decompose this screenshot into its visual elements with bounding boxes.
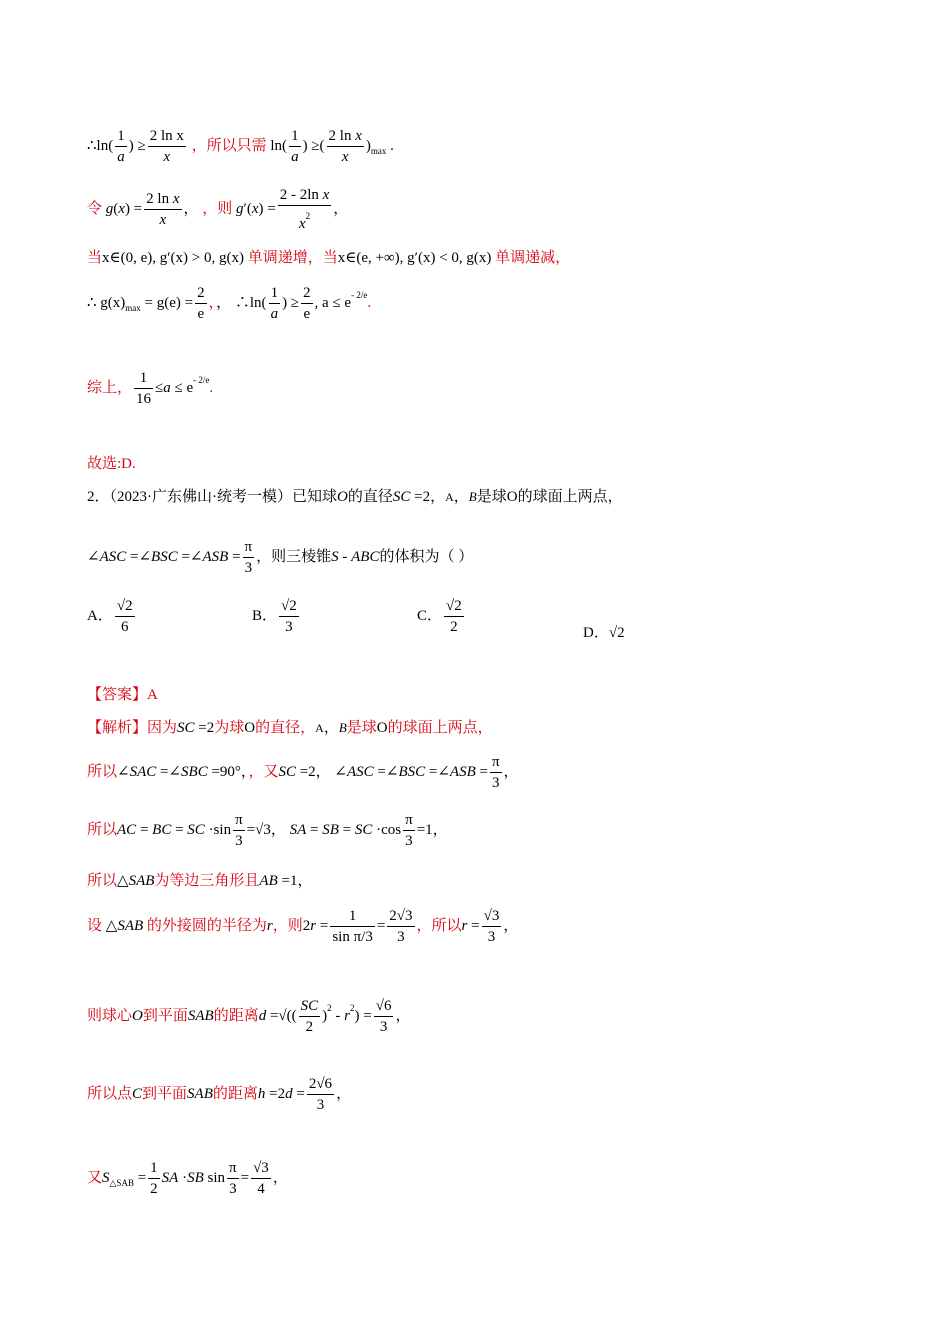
analysis-line-4: 所以△SAB为等边三角形且AB =1， [87, 873, 313, 889]
solution-line-5: 综上， $\frac{1}{16}$ $\le a \le e^{- 2/e}$. [87, 370, 214, 407]
option-c[interactable]: C． $\frac{√2}{2}$ [417, 598, 462, 635]
question-2-line-2: ∠ASC =∠BSC =∠ASB = $\frac{\pi}{3}$ ，则三棱锥S - ABC的体积为（ ） [87, 539, 474, 576]
analysis-line-6: 则球心O到平面SAB的距离d =√(( $\frac{SC}{2}$ )$^2 - r^2$) = $\frac{√6}{3}$ ， [87, 998, 411, 1035]
analysis-line-8: 又$S_{\triangle SAB}$ = $\frac{1}{2}$ SA ·SB sin $\frac{\pi}{3}$ = $\frac{√3}{4}$ ， [87, 1160, 288, 1197]
solution-line-3: 当x∈(0, e), g′(x) > 0, g(x) 单调递增，当x∈(e, +∞), g′(x) < 0, g(x) 单调递减， [87, 250, 571, 266]
solution-line-4: ∴ $g(x)_{max} = g(e)$ = $\frac{2}{e}$ ，， ∴ln( $\frac{1}{a}$ ) ≥ $\frac{2}{e}$ , $a \le e^{- 2/e}$. [87, 285, 372, 322]
analysis-line-7: 所以点C到平面SAB的距离h =2d = $\frac{2√6}{3}$ ， [87, 1076, 352, 1113]
solution-line-1: ∴ln( $\frac{1}{a}$ ) ≥ $\frac{\text{2 ln x}}{x}$ ，所以只需 ln( $\frac{1}{a}$ ) ≥( $\frac{\text{2 ln x}}{x}$ )$_{max}$ . [87, 128, 394, 165]
analysis-line-3: 所以AC = BC = SC ·sin $\frac{\pi}{3}$ =√3， SA = SB = SC ·cos $\frac{\pi}{3}$ =1， [87, 812, 448, 849]
question-2: 2．（2023·广东佛山·统考一模）已知球O的直径SC =2，A，B是球O的球面上两点， [87, 489, 623, 505]
therefore-ln: ∴ln( [87, 137, 114, 154]
analysis-line-2: 所以∠SAC =∠SBC =90°，，又SC =2， ∠ASC =∠BSC =∠ASB = $\frac{\pi}{3}$ ， [87, 754, 519, 791]
fraction: $\frac{\text{2 ln x}}{x}$ [149, 128, 184, 165]
analysis-line-1: 【解析】因为SC =2为球O的直径，A，B是球O的球面上两点， [87, 720, 493, 736]
text-red: ，所以只需 [191, 137, 267, 154]
solution-line-2: 令 g(x) = $\frac{\text{2 ln x}}{x}$ ， ，则 g′(x) = $\frac{\text{2 - 2ln x}}{x^2}$ ， [87, 187, 349, 232]
option-a[interactable]: A． $\frac{√2}{6}$ [87, 598, 133, 635]
option-d[interactable]: D．√2 [583, 625, 625, 641]
option-b[interactable]: B． $\frac{√2}{3}$ [252, 598, 297, 635]
conclusion: 故选:D. [87, 456, 136, 472]
answer-label: 【答案】A [87, 687, 158, 703]
analysis-line-5: 设 △SAB 的外接圆的半径为r，则2r = $\frac{1}{\text{sin π/3}}$ = $\frac{2√3}{3}$ ，所以r = $\frac{√3}{3}$ ， [87, 908, 519, 945]
fraction: $\frac{1}{a}$ [117, 128, 125, 165]
